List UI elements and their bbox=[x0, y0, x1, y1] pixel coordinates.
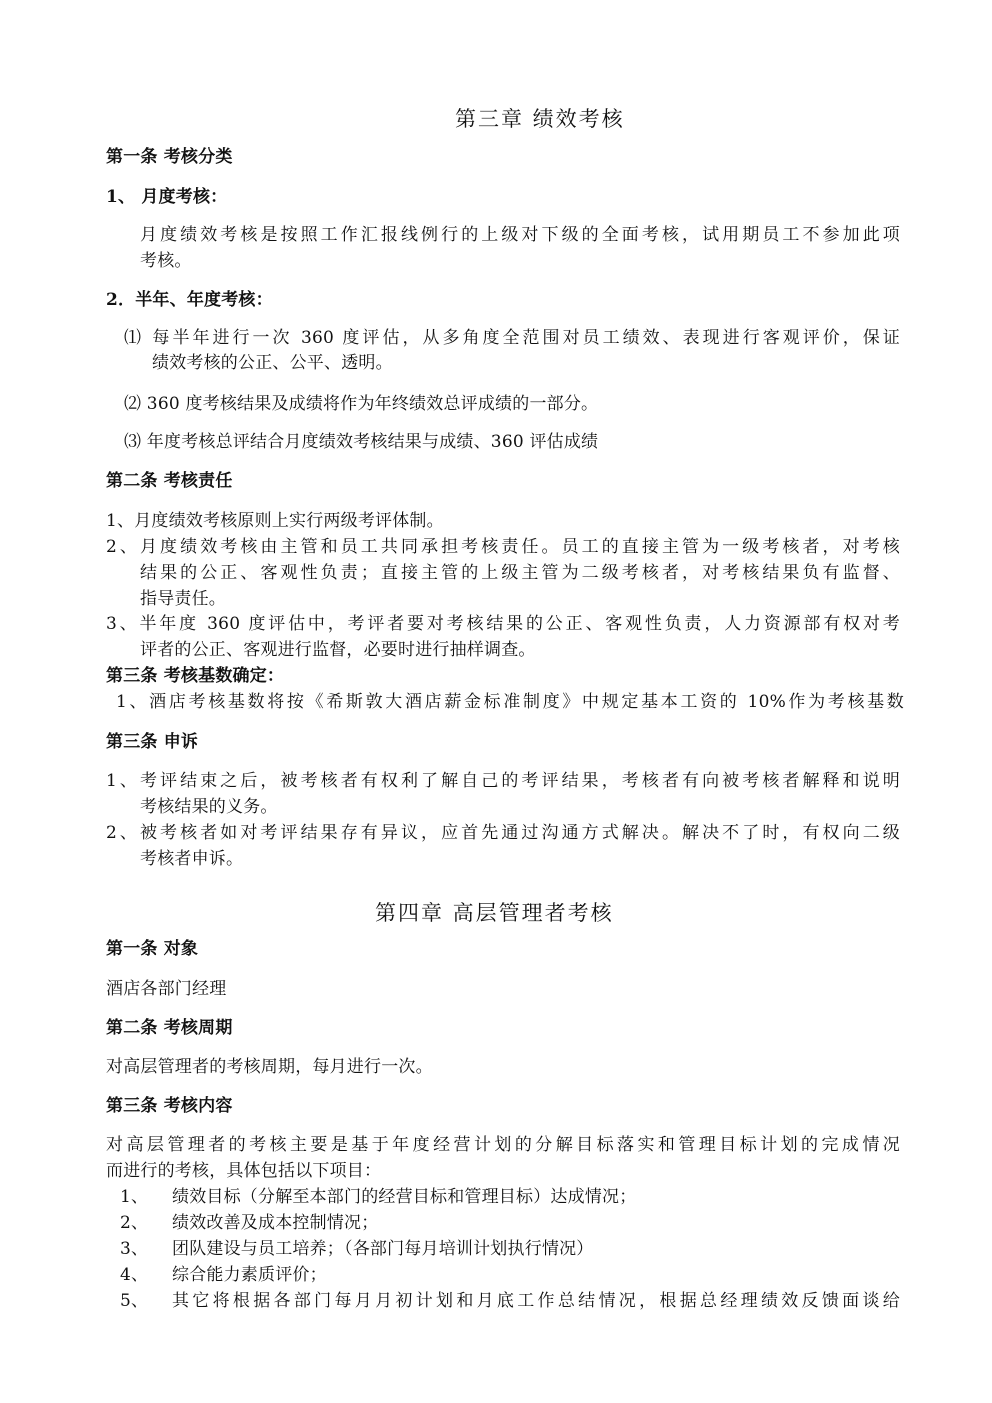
ch3-art1-sub1-text-l1: 月度绩效考核是按照工作汇报线例行的上级对下级的全面考核，试用期员工不参加此项 bbox=[140, 225, 900, 245]
ch3-art2-item3-l2: 评者的公正、客观进行监督，必要时进行抽样调查。 bbox=[140, 640, 536, 660]
ch3-art2-item3-l1: 3、半年度 360 度评估中，考评者要对考核结果的公正、客观性负责，人力资源部有权对考 bbox=[106, 614, 900, 634]
ch3-art3-heading: 第三条 考核基数确定： bbox=[106, 666, 285, 686]
ch4-art3-item-text: 绩效改善及成本控制情况； bbox=[172, 1213, 379, 1233]
ch4-art3-item-num: 3、 bbox=[120, 1239, 149, 1259]
ch3-art4-item2-l1: 2、被考核者如对考评结果存有异议，应首先通过沟通方式解决。解决不了时，有权向二级 bbox=[106, 823, 900, 843]
ch4-art3-item-num: 2、 bbox=[120, 1213, 149, 1233]
ch3-art2-item1: 1、月度绩效考核原则上实行两级考评体制。 bbox=[106, 511, 444, 531]
ch3-art4-item1-l2: 考核结果的义务。 bbox=[140, 797, 278, 817]
ch3-art1-sub2-item2: ⑵ 360 度考核结果及成绩将作为年终绩效总评成绩的一部分。 bbox=[124, 394, 599, 414]
ch3-art1-sub2-item1-l1: ⑴ 每半年进行一次 360 度评估，从多角度全范围对员工绩效、表现进行客观评价，保证 bbox=[124, 328, 900, 348]
ch3-art1-heading: 第一条 考核分类 bbox=[106, 147, 233, 167]
ch4-art3-item-text: 其它将根据各部门每月月初计划和月底工作总结情况，根据总经理绩效反馈面谈给 bbox=[172, 1291, 900, 1311]
chapter4-title: 第四章 高层管理者考核 bbox=[375, 901, 614, 925]
ch3-art1-sub1-text-l2: 考核。 bbox=[140, 251, 192, 271]
ch3-art2-item2-l2: 结果的公正、客观性负责；直接主管的上级主管为二级考核者，对考核结果负有监督、 bbox=[140, 563, 900, 583]
ch3-art1-sub2-heading: 2．半年、年度考核： bbox=[106, 290, 273, 310]
ch3-art2-item2-l3: 指导责任。 bbox=[140, 589, 226, 609]
ch4-art3-item-num: 4、 bbox=[120, 1265, 149, 1285]
ch3-art2-heading: 第二条 考核责任 bbox=[106, 471, 233, 491]
ch4-art3-item-text: 团队建设与员工培养；（各部门每月培训计划执行情况） bbox=[172, 1239, 594, 1259]
ch3-art4-heading: 第三条 申诉 bbox=[106, 732, 199, 752]
ch4-art3-item-num: 5、 bbox=[120, 1291, 149, 1311]
ch3-art1-sub1-heading: 1、 月度考核： bbox=[106, 187, 228, 207]
ch4-art1-heading: 第一条 对象 bbox=[106, 939, 199, 959]
ch4-art2-heading: 第二条 考核周期 bbox=[106, 1018, 233, 1038]
ch4-art3-intro-l1: 对高层管理者的考核主要是基于年度经营计划的分解目标落实和管理目标计划的完成情况 bbox=[106, 1135, 900, 1155]
ch3-art4-item1-l1: 1、考评结束之后，被考核者有权利了解自己的考评结果，考核者有向被考核者解释和说明 bbox=[106, 771, 900, 791]
ch4-art3-item-text: 绩效目标（分解至本部门的经营目标和管理目标）达成情况； bbox=[172, 1187, 637, 1207]
ch4-art3-heading: 第三条 考核内容 bbox=[106, 1096, 233, 1116]
ch4-art3-item-text: 综合能力素质评价； bbox=[172, 1265, 327, 1285]
ch4-art1-text: 酒店各部门经理 bbox=[106, 979, 227, 999]
ch4-art2-text: 对高层管理者的考核周期，每月进行一次。 bbox=[106, 1057, 433, 1077]
chapter3-title: 第三章 绩效考核 bbox=[455, 107, 625, 131]
ch3-art1-sub2-item1-l2: 绩效考核的公正、公平、透明。 bbox=[152, 353, 393, 373]
ch4-art3-item-num: 1、 bbox=[120, 1187, 149, 1207]
ch3-art3-item1: 1、酒店考核基数将按《希斯敦大酒店薪金标准制度》中规定基本工资的 10%作为考核基数 bbox=[116, 692, 904, 712]
ch4-art3-intro-l2: 而进行的考核，具体包括以下项目： bbox=[106, 1161, 382, 1181]
ch3-art1-sub2-item3: ⑶ 年度考核总评结合月度绩效考核结果与成绩、360 评估成绩 bbox=[124, 432, 599, 452]
ch3-art4-item2-l2: 考核者申诉。 bbox=[140, 849, 244, 869]
ch3-art2-item2-l1: 2、月度绩效考核由主管和员工共同承担考核责任。员工的直接主管为一级考核者，对考核 bbox=[106, 537, 900, 557]
